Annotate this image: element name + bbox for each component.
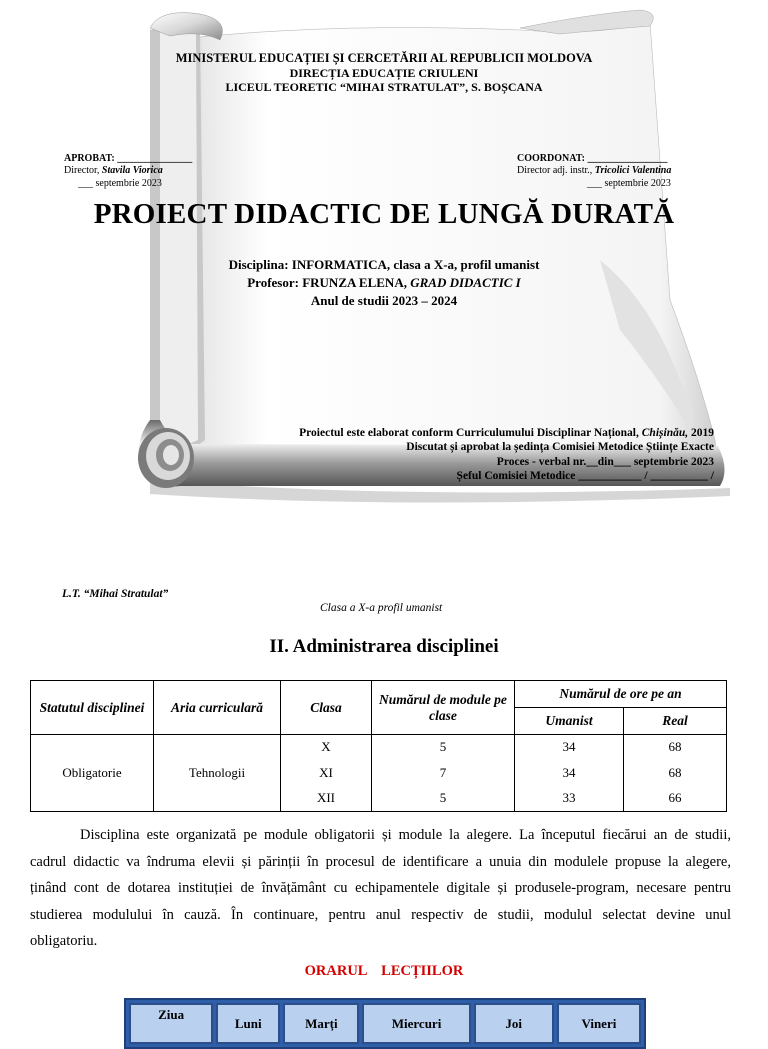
header-modules: Numărul de module pe clase <box>372 681 515 735</box>
modules-cell: 5 <box>372 786 515 812</box>
umanist-cell: 33 <box>515 786 624 812</box>
schedule-header-friday: Vineri <box>557 1003 641 1044</box>
teacher-grade: GRAD DIDACTIC I <box>410 275 521 290</box>
year-line: Anul de studii 2023 – 2024 <box>310 293 458 308</box>
table-row <box>31 735 727 760</box>
document-title: PROIECT DIDACTIC DE LUNGĂ DURATĂ <box>93 198 675 230</box>
commission-head-note: Șeful Comisiei Metodice ___________ / __________ / <box>456 470 714 482</box>
paragraph-line: ținând cont de dotarea instituției de învățământ cu echipamentele digitale și produsele-program, necesare pentru <box>30 880 731 896</box>
modules-cell: 5 <box>372 735 515 760</box>
header-class: Clasa <box>281 681 372 735</box>
class-cell: X <box>281 735 372 760</box>
header-area: Aria curriculară <box>154 681 281 735</box>
paragraph-line: cadrul didactic va îndruma elevii și părinții în procesul de identificare a unuia din modulele propuse la alegere, <box>30 853 731 870</box>
schedule-header-thursday: Joi <box>474 1003 554 1044</box>
minutes-note: Proces - verbal nr.__din___ septembrie 2023 <box>496 456 714 468</box>
header-status: Statutul disciplinei <box>31 681 154 735</box>
description-paragraph <box>30 822 731 955</box>
umanist-cell: 34 <box>515 735 624 760</box>
approved-name: Stavila Viorica <box>101 165 163 176</box>
approved-label: APROBAT: _______________ <box>64 153 193 164</box>
teacher-line: Profesor: FRUNZA ELENA, GRAD DIDACTIC I <box>247 275 521 290</box>
coordinated-date: ___ septembrie 2023 <box>587 178 671 189</box>
header-umanist: Umanist <box>515 708 624 735</box>
schedule-header-day: Ziua <box>129 1003 213 1044</box>
schedule-title: ORARUL LECȚIILOR <box>304 963 464 979</box>
class-cell: XI <box>281 760 372 786</box>
header-real: Real <box>624 708 727 735</box>
status-value: Obligatorie <box>31 735 154 812</box>
approved-date: ___ septembrie 2023 <box>78 178 162 189</box>
umanist-cell: 34 <box>515 760 624 786</box>
coordinated-director: Director adj. instr., Tricolici Valentina <box>517 165 672 176</box>
real-cell: 66 <box>624 786 727 812</box>
header-hours: Numărul de ore pe an <box>515 681 727 708</box>
coordinated-name: Tricolici Valentina <box>594 165 672 176</box>
paragraph-line: studierea modulului în cauză. În continuare, pentru anul respectiv de studii, modulul selectat devine unul <box>30 906 731 923</box>
curriculum-note: Proiectul este elaborat conform Curriculumului Disciplinar Național, Chișinău, 2019 <box>299 427 714 439</box>
approval-note: Discutat și aprobat la ședința Comisiei Metodice Științe Exacte <box>406 441 714 453</box>
ministry-heading: MINISTERUL EDUCAȚIEI ȘI CERCETĂRII AL REPUBLICII MOLDOVA <box>175 51 593 65</box>
modules-cell: 7 <box>372 760 515 786</box>
paragraph-line: obligatoriu. <box>30 933 98 949</box>
schedule-header-monday: Luni <box>216 1003 280 1044</box>
school-short-name: L.T. “Mihai Stratulat” <box>62 588 169 600</box>
discipline-line: Disciplina: INFORMATICA, clasa a X-a, profil umanist <box>228 257 540 272</box>
schedule-header-tuesday: Marți <box>283 1003 359 1044</box>
section-title: II. Administrarea disciplinei <box>269 636 499 657</box>
class-profile: Clasa a X-a profil umanist <box>320 602 443 614</box>
direction-heading: DIRECȚIA EDUCAȚIE CRIULENI <box>289 66 479 80</box>
real-cell: 68 <box>624 735 727 760</box>
paragraph-line: Disciplina este organizată pe module obligatorii și module la alegere. La începutul fiecărui an de studii, <box>80 827 731 843</box>
coordinated-label: COORDONAT: ________________ <box>517 153 668 164</box>
class-cell: XII <box>281 786 372 812</box>
administration-table <box>30 680 727 812</box>
approved-director: Director, Stavila Viorica <box>64 165 163 176</box>
real-cell: 68 <box>624 760 727 786</box>
schedule-header-wednesday: Miercuri <box>362 1003 470 1044</box>
area-value: Tehnologii <box>154 735 281 812</box>
school-heading: LICEUL TEORETIC “MIHAI STRATULAT”, S. BOȘCANA <box>225 80 543 94</box>
